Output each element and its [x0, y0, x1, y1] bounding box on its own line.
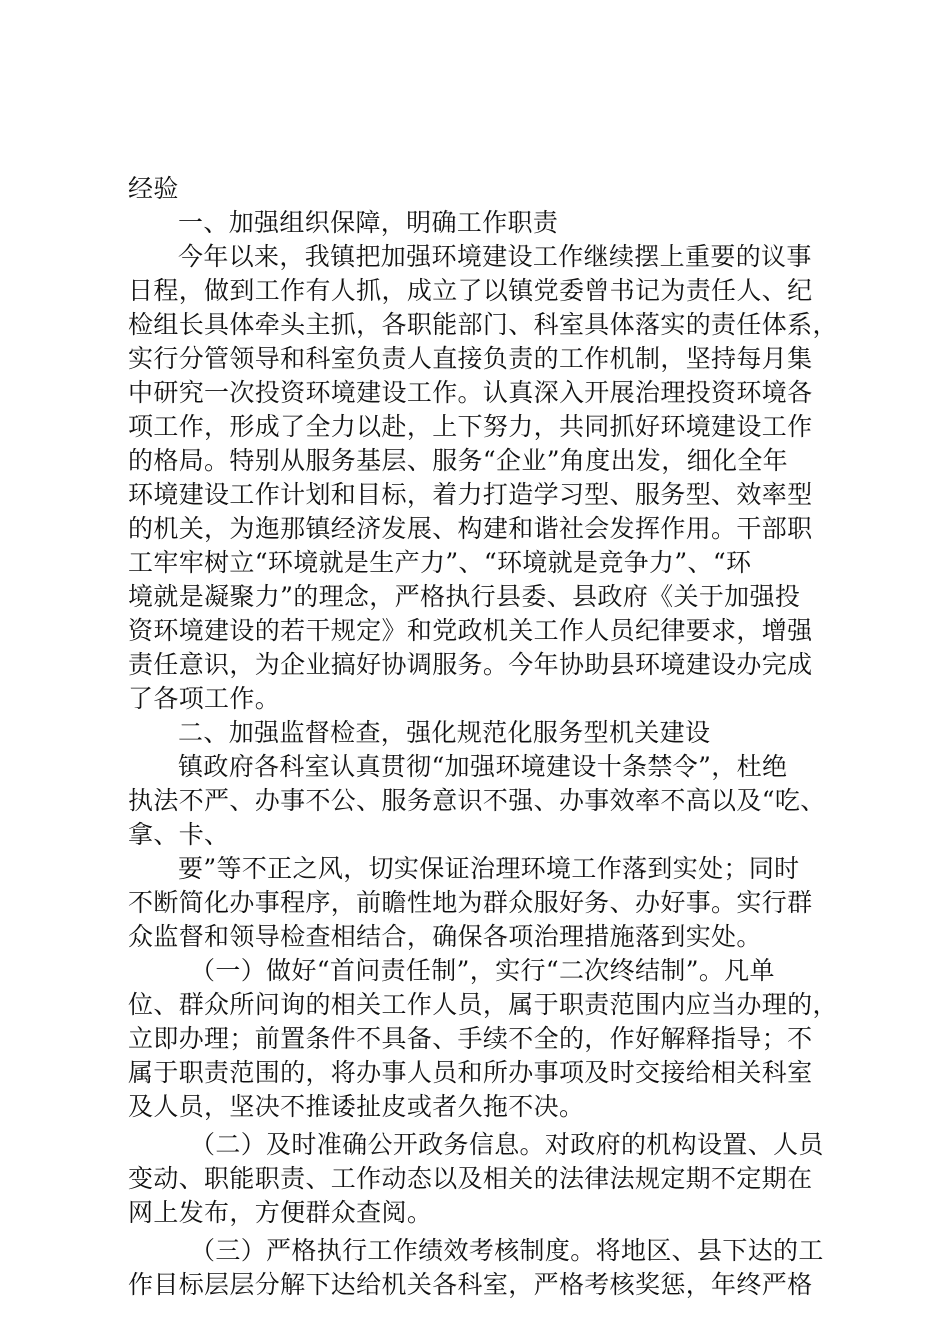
text-line: 了各项工作。	[128, 684, 281, 713]
text-line: 实行分管领导和科室负责人直接负责的工作机制，坚持每月集	[128, 344, 813, 373]
text-line: 执法不严、办事不公、服务意识不强、办事效率不高以及“吃、	[128, 786, 826, 815]
text-line: 位、群众所问询的相关工作人员，属于职责范围内应当办理的，	[128, 990, 838, 1019]
text-line: 作目标层层分解下达给机关各科室，严格考核奖惩，年终严格	[128, 1270, 813, 1299]
text-line: 及人员，坚决不推诿扯皮或者久拖不决。	[128, 1092, 585, 1121]
text-line: 项工作，形成了全力以赴，上下努力，共同抓好环境建设工作	[128, 412, 813, 441]
text-line: 环境建设工作计划和目标，着力打造学习型、服务型、效率型	[128, 480, 813, 509]
text-line: 的机关，为迤那镇经济发展、构建和谐社会发挥作用。干部职	[128, 514, 813, 543]
text-line: （二）及时准确公开政务信息。对政府的机构设置、人员	[190, 1130, 824, 1159]
text-line: 检组长具体牵头主抓，各职能部门、科室具体落实的责任体系，	[128, 310, 838, 339]
text-line: 日程，做到工作有人抓，成立了以镇党委曾书记为责任人、纪	[128, 276, 813, 305]
text-line: 今年以来，我镇把加强环境建设工作继续摆上重要的议事	[178, 242, 812, 271]
text-line: 镇政府各科室认真贯彻“加强环境建设十条禁令”，杜绝	[178, 752, 788, 781]
text-line: 中研究一次投资环境建设工作。认真深入开展治理投资环境各	[128, 378, 813, 407]
text-line: 众监督和领导检查相结合，确保各项治理措施落到实处。	[128, 922, 762, 951]
text-line: 立即办理；前置条件不具备、手续不全的，作好解释指导；不	[128, 1024, 813, 1053]
text-line: 变动、职能职责、工作动态以及相关的法律法规定期不定期在	[128, 1164, 813, 1193]
text-line: 责任意识，为企业搞好协调服务。今年协助县环境建设办完成	[128, 650, 813, 679]
section-heading: 二、加强监督检查，强化规范化服务型机关建设	[178, 718, 711, 747]
section-heading: 一、加强组织保障，明确工作职责	[178, 208, 559, 237]
text-line: （三）严格执行工作绩效考核制度。将地区、县下达的工	[190, 1236, 824, 1265]
text-line: 资环境建设的若干规定》和党政机关工作人员纪律要求，增强	[128, 616, 813, 645]
text-line: 属于职责范围的，将办事人员和所办事项及时交接给相关科室	[128, 1058, 813, 1087]
text-line: （一）做好“首问责任制”，实行“二次终结制”。凡单	[190, 956, 775, 985]
text-line: 拿、卡、	[128, 820, 230, 849]
text-line: 网上发布，方便群众查阅。	[128, 1198, 433, 1227]
text-line: 不断简化办事程序，前瞻性地为群众服好务、办好事。实行群	[128, 888, 813, 917]
text-line: 的格局。特别从服务基层、服务“企业”角度出发，细化全年	[128, 446, 789, 475]
text-line: 工牢牢树立“环境就是生产力”、“环境就是竞争力”、“环	[128, 548, 752, 577]
text-line: 经验	[128, 174, 179, 203]
text-line: 境就是凝聚力”的理念，严格执行县委、县政府《关于加强投	[128, 582, 801, 611]
text-line: 要”等不正之风，切实保证治理环境工作落到实处；同时	[178, 854, 800, 883]
